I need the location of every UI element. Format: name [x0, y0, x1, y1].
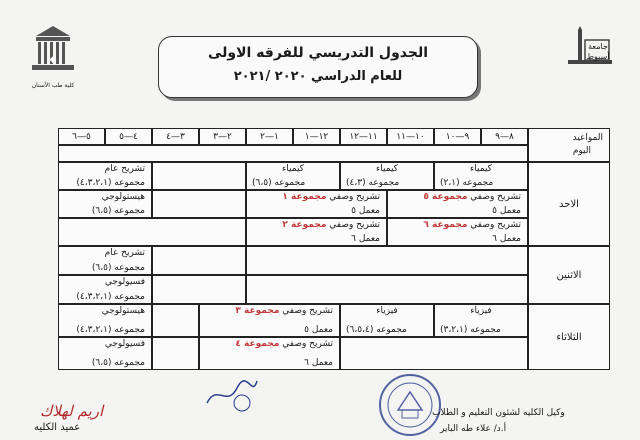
empty-cell [246, 246, 528, 275]
subject: كيمياء [282, 164, 304, 174]
empty-cell [152, 246, 246, 275]
subject: تشريح عام [104, 248, 145, 258]
vice-dean-title: وكيل الكليه لشئون التعليم و الطلاب [432, 408, 565, 418]
svg-text:◆: ◆ [49, 55, 57, 65]
subject: تشريح عام [104, 164, 145, 174]
faculty-logo [22, 22, 84, 89]
header-time: ١—٢ [246, 128, 293, 145]
day-sunday: الاحد [528, 162, 610, 246]
group: مجموعه (٦،٥) [91, 358, 145, 368]
class-cell [434, 162, 528, 190]
group: مجموعه (٤،٣،٢،١) [76, 292, 145, 302]
lab-group: مجموعة ٦ [423, 220, 468, 230]
lab-room: معمل ٦ [492, 234, 521, 244]
group: مجموعه (٤،٣،٢،١) [76, 178, 145, 188]
official-stamp-icon [370, 370, 450, 440]
class-cell [58, 304, 152, 337]
lab-cell [246, 218, 387, 246]
subject: تشريح وصفي [329, 192, 380, 202]
subject: تشريح وصفي [470, 192, 521, 202]
lab-group: مجموعة ٤ [235, 339, 280, 349]
subject: تشريح وصفي [282, 306, 333, 316]
signature-mark-icon [202, 373, 262, 413]
lab-room: معمل ٥ [304, 325, 333, 335]
lab-group: مجموعة ٢ [282, 220, 327, 230]
class-cell [58, 162, 152, 190]
university-logo-text: جامعة أسيوط [586, 42, 610, 61]
group: مجموعه (٦،٥) [91, 206, 145, 216]
page-title: الجدول التدريسي للفرقه الاولى [207, 45, 429, 61]
class-cell [246, 162, 340, 190]
group: مجموعه (٤،٣،٢،١) [76, 325, 145, 335]
header-time: ٩—١٠ [434, 128, 481, 145]
header-time: ١٢—١ [293, 128, 340, 145]
subject: فسيولوجي [104, 339, 145, 349]
header-mawaid: المواعيد [572, 133, 603, 143]
header-yawm: اليوم [572, 146, 591, 156]
empty-cell [340, 337, 528, 370]
lab-group: مجموعة ١ [282, 192, 327, 202]
header-time: ٢—٣ [199, 128, 246, 145]
dean-title: عميد الكليه [34, 422, 81, 433]
day-monday: الاثنين [528, 246, 610, 304]
empty-cell [58, 218, 246, 246]
lab-cell [387, 190, 528, 218]
empty-cell [152, 337, 199, 370]
lab-cell [387, 218, 528, 246]
class-cell [434, 304, 528, 337]
subject: كيمياء [376, 164, 398, 174]
subject-line [423, 192, 521, 202]
empty-cell [152, 304, 199, 337]
lab-cell [199, 304, 340, 337]
faculty-logo-text: كلية طب الأسنان [31, 82, 75, 89]
group: مجموعه (٤،٣) [346, 178, 400, 188]
class-cell [58, 246, 152, 275]
group: مجموعه (٢،١) [440, 178, 494, 188]
class-cell [58, 190, 152, 218]
header-time: ٨—٩ [481, 128, 528, 145]
empty-cell [152, 162, 246, 190]
subject-line [235, 306, 333, 316]
timetable [58, 128, 610, 370]
subject-line [282, 220, 380, 230]
university-logo [558, 22, 620, 84]
subject-line [282, 192, 380, 202]
header-time: ١١—١٢ [340, 128, 387, 145]
group: مجموعه (٦،٥) [252, 178, 306, 188]
subject: هيستولوجي [101, 192, 145, 202]
title-box [158, 36, 478, 98]
subject: فيزياء [470, 306, 492, 316]
subject-line [423, 220, 521, 230]
header-time: ٥—٦ [58, 128, 105, 145]
header-corner [528, 128, 610, 162]
academic-year: للعام الدراسي ٢٠٢٠ /٢٠٢١ [233, 69, 403, 84]
lab-room: معمل ٥ [351, 206, 380, 216]
day-tuesday: الثلاثاء [528, 304, 610, 370]
dean-signature: اريم لهلاك [40, 402, 104, 420]
subject: هيستولوجي [101, 306, 145, 316]
class-cell [340, 162, 434, 190]
lab-room: معمل ٥ [492, 206, 521, 216]
lab-room: معمل ٦ [351, 234, 380, 244]
class-cell [58, 275, 152, 304]
empty-cell [152, 275, 246, 304]
lab-cell [246, 190, 387, 218]
subject-line [235, 339, 333, 349]
header-time: ١٠—١١ [387, 128, 434, 145]
lab-group: مجموعة ٥ [423, 192, 468, 202]
subject: تشريح وصفي [470, 220, 521, 230]
class-cell [58, 337, 152, 370]
empty-cell [152, 190, 246, 218]
header-spacer-row [58, 145, 528, 162]
vice-dean-name: أ.د/ علاء طه الباير [440, 424, 507, 434]
header-time: ٤—٥ [105, 128, 152, 145]
subject: فيزياء [376, 306, 398, 316]
header-time: ٣—٤ [152, 128, 199, 145]
lab-group: مجموعة ٣ [235, 306, 280, 316]
empty-cell [246, 275, 528, 304]
group: مجموعه (٦،٥،٤) [346, 325, 407, 335]
subject: كيمياء [470, 164, 492, 174]
lab-room: معمل ٦ [304, 358, 333, 368]
group: مجموعه (٦،٥) [91, 263, 145, 273]
subject: فسيولوجي [104, 277, 145, 287]
class-cell [340, 304, 434, 337]
subject: تشريح وصفي [282, 339, 333, 349]
lab-cell [199, 337, 340, 370]
group: مجموعه (٣،٢،١) [440, 325, 501, 335]
subject: تشريح وصفي [329, 220, 380, 230]
